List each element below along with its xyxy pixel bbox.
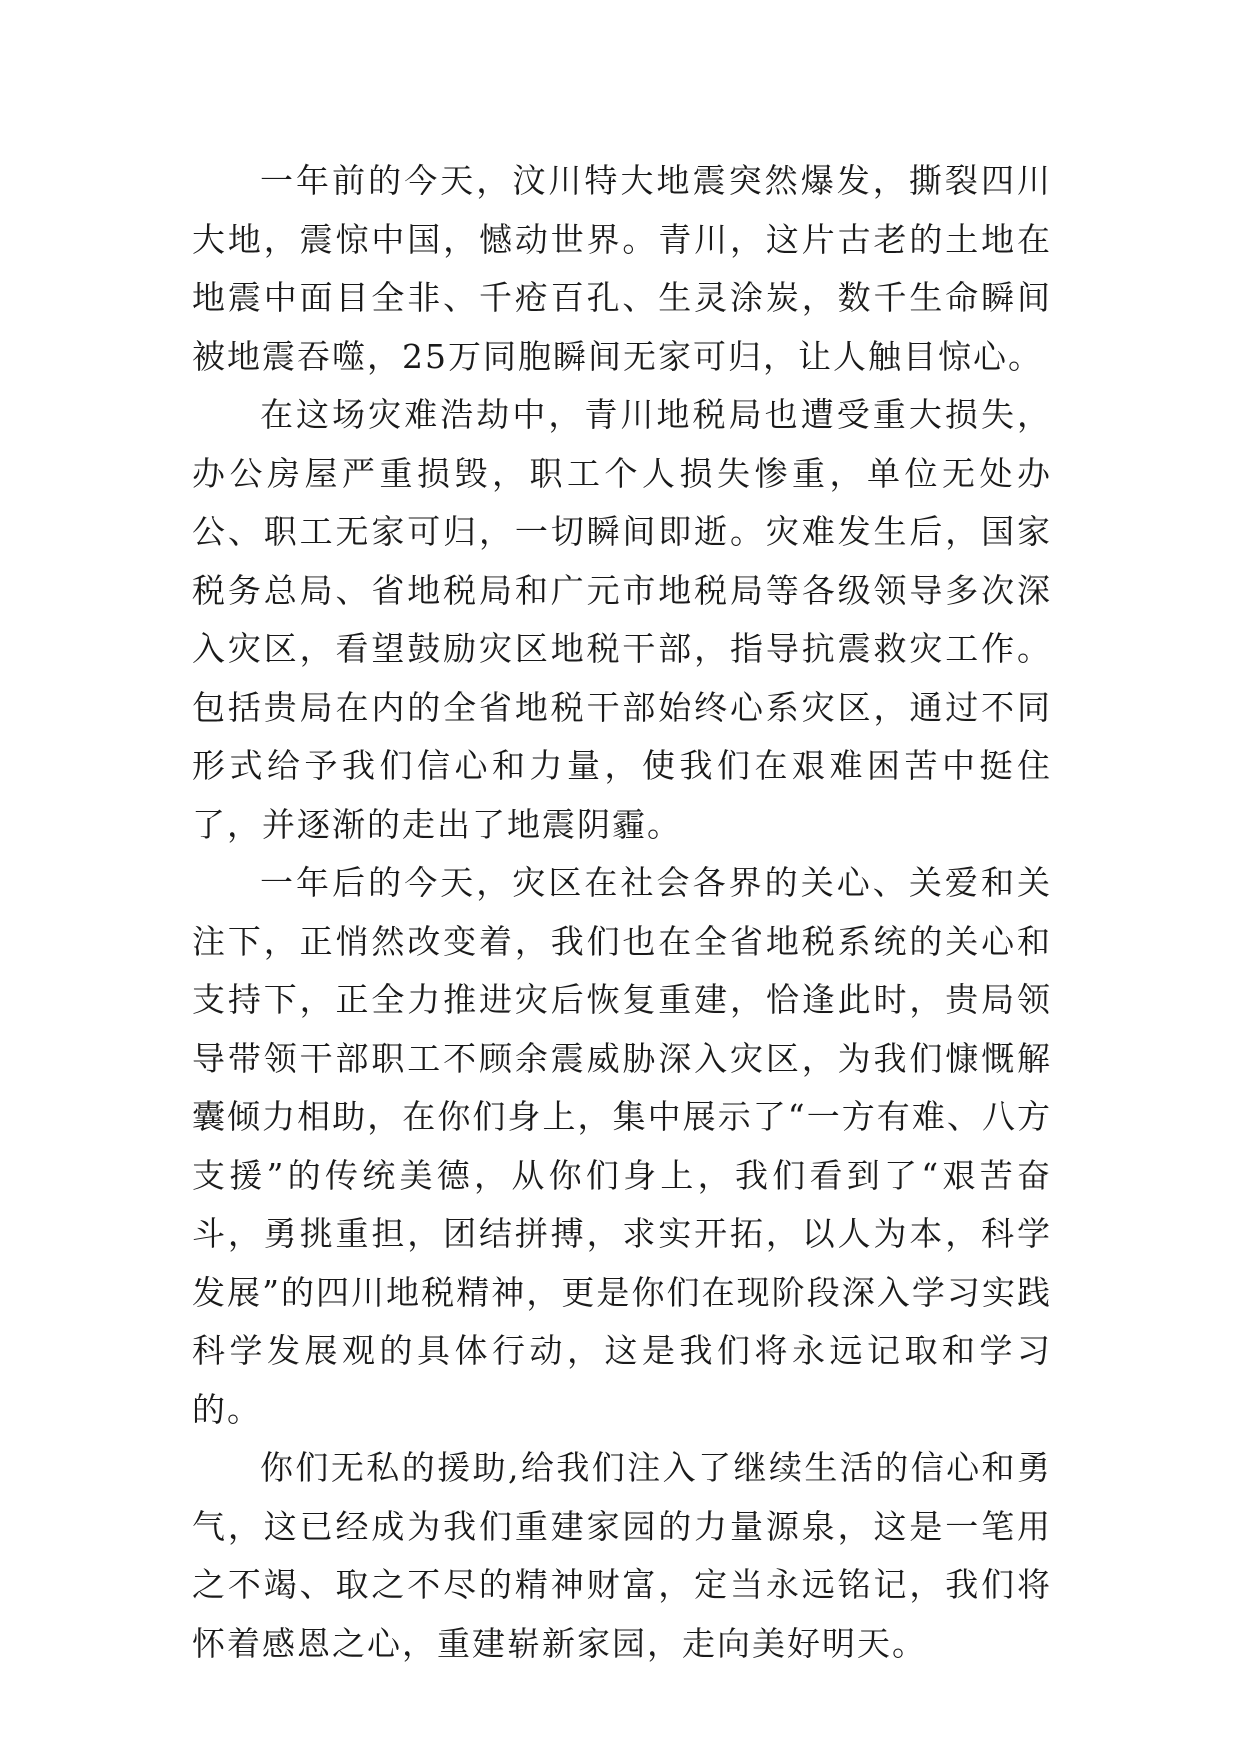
paragraph-3: 一年后的今天，灾区在社会各界的关心、关爱和关注下，正悄然改变着，我们也在全省地税系统的关心和支持下，正全力推进灾后恢复重建，恰逢此时，贵局领导带领干部职工不顾余震威胁深入灾区，为我们慷慨解囊倾力相助，在你们身上，集中展示了“一方有难、八方支援”的传统美德，从你们身上，我们看到了“艰苦奋斗，勇挑重担，团结拼搏，求实开拓，以人为本，科学发展”的四川地税精神，更是你们在现阶段深入学习实践科学发展观的具体行动，这是我们将永远记取和学习的。 <box>192 863 1052 1429</box>
paragraph-2: 在这场灾难浩劫中，青川地税局也遭受重大损失，办公房屋严重损毁，职工个人损失惨重，单位无处办公、职工无家可归，一切瞬间即逝。灾难发生后，国家税务总局、省地税局和广元市地税局等各级领导多次深入灾区，看望鼓励灾区地税干部，指导抗震救灾工作。包括贵局在内的全省地税干部始终心系灾区，通过不同形式给予我们信心和力量，使我们在艰难困苦中挺住了，并逐渐的走出了地震阴霾。 <box>192 395 1052 844</box>
document-body <box>192 152 1052 1673</box>
paragraph-1: 一年前的今天，汶川特大地震突然爆发，撕裂四川大地，震惊中国，憾动世界。青川，这片古老的土地在地震中面目全非、千疮百孔、生灵涂炭，数千生命瞬间被地震吞噬，25万同胞瞬间无家可归，让人触目惊心。 <box>192 161 1052 376</box>
paragraph-4: 你们无私的援助,给我们注入了继续生活的信心和勇气，这已经成为我们重建家园的力量源泉，这是一笔用之不竭、取之不尽的精神财富，定当永远铭记，我们将怀着感恩之心，重建崭新家园，走向美好明天。 <box>192 1448 1052 1663</box>
